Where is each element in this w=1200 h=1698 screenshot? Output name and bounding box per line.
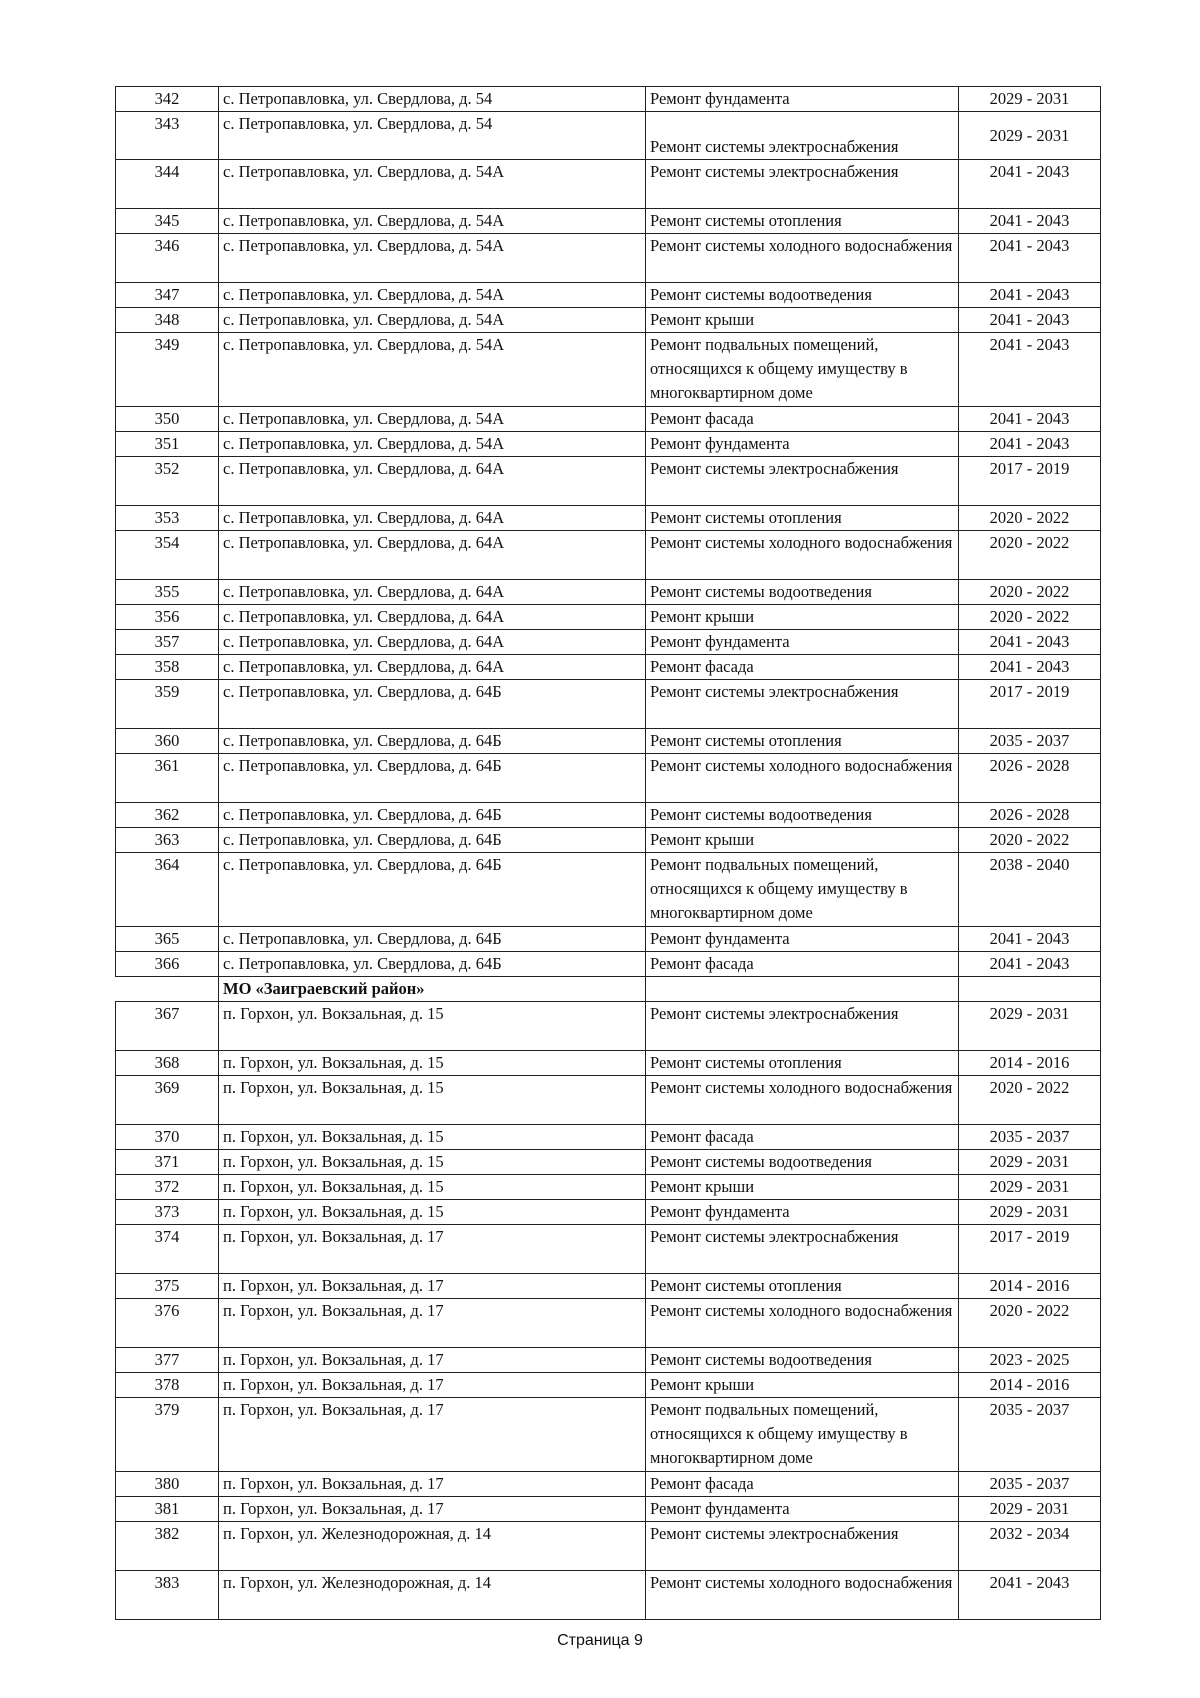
period-cell: 2017 - 2019 [959, 1225, 1101, 1274]
row-number-cell: 376 [116, 1299, 219, 1348]
period-cell: 2029 - 2031 [959, 1002, 1101, 1051]
row-number-cell: 343 [116, 112, 219, 160]
table-row [116, 87, 1101, 112]
work-type-cell: Ремонт системы холодного водоснабжения [646, 234, 959, 283]
row-number-cell: 346 [116, 234, 219, 283]
row-number-cell: 360 [116, 729, 219, 754]
work-type-cell: Ремонт фундамента [646, 87, 959, 112]
row-number-cell: 373 [116, 1200, 219, 1225]
table-row [116, 407, 1101, 432]
row-number-cell: 342 [116, 87, 219, 112]
row-number-cell: 354 [116, 531, 219, 580]
page-footer [0, 1632, 1200, 1650]
address-cell: п. Горхон, ул. Вокзальная, д. 15 [219, 1150, 646, 1175]
address-cell: с. Петропавловка, ул. Свердлова, д. 54А [219, 234, 646, 283]
row-number-cell: 382 [116, 1522, 219, 1571]
address-cell: п. Горхон, ул. Вокзальная, д. 17 [219, 1225, 646, 1274]
work-type-cell: Ремонт фасада [646, 407, 959, 432]
period-cell: 2020 - 2022 [959, 1076, 1101, 1125]
period-cell: 2026 - 2028 [959, 754, 1101, 803]
table-row [116, 432, 1101, 457]
row-number-cell: 374 [116, 1225, 219, 1274]
work-type-cell: Ремонт подвальных помещений, относящихся к общему имуществу в многоквартирном доме [646, 333, 959, 407]
work-type-cell: Ремонт фасада [646, 952, 959, 977]
period-cell: 2020 - 2022 [959, 580, 1101, 605]
table-row [116, 1348, 1101, 1373]
table-row [116, 506, 1101, 531]
table-row [116, 160, 1101, 209]
work-type-cell: Ремонт системы водоотведения [646, 803, 959, 828]
period-cell: 2032 - 2034 [959, 1522, 1101, 1571]
table-row [116, 754, 1101, 803]
work-type-cell: Ремонт системы электроснабжения [646, 457, 959, 506]
table-row [116, 1299, 1101, 1348]
row-number-cell: 366 [116, 952, 219, 977]
row-number-cell: 357 [116, 630, 219, 655]
period-cell: 2041 - 2043 [959, 333, 1101, 407]
address-cell: с. Петропавловка, ул. Свердлова, д. 64Б [219, 927, 646, 952]
section-header-row [116, 977, 1101, 1002]
work-type-cell: Ремонт системы электроснабжения [646, 1002, 959, 1051]
address-cell: с. Петропавловка, ул. Свердлова, д. 54А [219, 283, 646, 308]
address-cell: с. Петропавловка, ул. Свердлова, д. 64А [219, 605, 646, 630]
address-cell: с. Петропавловка, ул. Свердлова, д. 54 [219, 112, 646, 160]
address-cell: с. Петропавловка, ул. Свердлова, д. 54А [219, 432, 646, 457]
period-cell: 2029 - 2031 [959, 1497, 1101, 1522]
page-number-label: Страница 9 [557, 1632, 643, 1649]
work-type-cell: Ремонт системы отопления [646, 506, 959, 531]
address-cell: с. Петропавловка, ул. Свердлова, д. 64Б [219, 952, 646, 977]
work-type-cell: Ремонт крыши [646, 308, 959, 333]
period-cell: 2041 - 2043 [959, 209, 1101, 234]
row-number-cell: 347 [116, 283, 219, 308]
period-cell: 2035 - 2037 [959, 1125, 1101, 1150]
period-cell: 2035 - 2037 [959, 729, 1101, 754]
work-type-cell: Ремонт системы отопления [646, 1274, 959, 1299]
row-number-cell: 380 [116, 1472, 219, 1497]
table-row [116, 1150, 1101, 1175]
row-number-cell: 368 [116, 1051, 219, 1076]
table-row [116, 1472, 1101, 1497]
work-type-cell: Ремонт системы холодного водоснабжения [646, 1076, 959, 1125]
work-type-cell: Ремонт фундамента [646, 1497, 959, 1522]
period-cell: 2041 - 2043 [959, 160, 1101, 209]
table-row [116, 580, 1101, 605]
address-cell: с. Петропавловка, ул. Свердлова, д. 54А [219, 333, 646, 407]
address-cell: с. Петропавловка, ул. Свердлова, д. 54А [219, 308, 646, 333]
address-cell: с. Петропавловка, ул. Свердлова, д. 64Б [219, 803, 646, 828]
row-number-cell: 370 [116, 1125, 219, 1150]
work-type-cell: Ремонт фасада [646, 1125, 959, 1150]
period-cell: 2020 - 2022 [959, 828, 1101, 853]
period-cell: 2017 - 2019 [959, 680, 1101, 729]
row-number-cell: 351 [116, 432, 219, 457]
work-type-cell: Ремонт фундамента [646, 630, 959, 655]
row-number-cell: 344 [116, 160, 219, 209]
address-cell: п. Горхон, ул. Вокзальная, д. 17 [219, 1348, 646, 1373]
table-row [116, 1398, 1101, 1472]
period-cell: 2026 - 2028 [959, 803, 1101, 828]
address-cell: с. Петропавловка, ул. Свердлова, д. 64А [219, 506, 646, 531]
table-row [116, 1497, 1101, 1522]
row-number-cell: 367 [116, 1002, 219, 1051]
work-type-cell: Ремонт подвальных помещений, относящихся к общему имуществу в многоквартирном доме [646, 853, 959, 927]
work-type-cell: Ремонт системы холодного водоснабжения [646, 754, 959, 803]
table-row [116, 234, 1101, 283]
table-row [116, 1051, 1101, 1076]
address-cell: с. Петропавловка, ул. Свердлова, д. 64А [219, 457, 646, 506]
address-cell: п. Горхон, ул. Вокзальная, д. 15 [219, 1076, 646, 1125]
row-number-cell: 378 [116, 1373, 219, 1398]
work-type-cell: Ремонт фундамента [646, 432, 959, 457]
row-number-cell: 361 [116, 754, 219, 803]
period-cell: 2014 - 2016 [959, 1051, 1101, 1076]
address-cell: с. Петропавловка, ул. Свердлова, д. 64А [219, 630, 646, 655]
address-cell: п. Горхон, ул. Вокзальная, д. 17 [219, 1472, 646, 1497]
row-number-cell: 371 [116, 1150, 219, 1175]
address-cell: с. Петропавловка, ул. Свердлова, д. 64А [219, 655, 646, 680]
row-number-cell: 349 [116, 333, 219, 407]
period-cell: 2041 - 2043 [959, 283, 1101, 308]
address-cell: п. Горхон, ул. Вокзальная, д. 17 [219, 1373, 646, 1398]
period-cell: 2029 - 2031 [959, 1150, 1101, 1175]
work-type-cell: Ремонт фасада [646, 1472, 959, 1497]
period-cell: 2041 - 2043 [959, 952, 1101, 977]
address-cell: п. Горхон, ул. Вокзальная, д. 17 [219, 1299, 646, 1348]
work-type-cell: Ремонт крыши [646, 1373, 959, 1398]
repair-schedule-table [115, 86, 1101, 1620]
table-row [116, 1373, 1101, 1398]
work-type-cell: Ремонт системы электроснабжения [646, 160, 959, 209]
table-row [116, 283, 1101, 308]
period-cell: 2029 - 2031 [959, 1175, 1101, 1200]
work-type-cell: Ремонт фундамента [646, 1200, 959, 1225]
period-cell: 2023 - 2025 [959, 1348, 1101, 1373]
address-cell: с. Петропавловка, ул. Свердлова, д. 64Б [219, 853, 646, 927]
table-row [116, 655, 1101, 680]
period-cell: 2029 - 2031 [959, 112, 1101, 160]
work-type-cell: Ремонт фундамента [646, 927, 959, 952]
period-cell: 2038 - 2040 [959, 853, 1101, 927]
row-number-cell: 381 [116, 1497, 219, 1522]
address-cell: с. Петропавловка, ул. Свердлова, д. 54А [219, 209, 646, 234]
work-type-cell: Ремонт системы электроснабжения [646, 112, 959, 160]
address-cell: с. Петропавловка, ул. Свердлова, д. 54А [219, 407, 646, 432]
table-row [116, 1125, 1101, 1150]
row-number-cell: 372 [116, 1175, 219, 1200]
row-number-cell: 375 [116, 1274, 219, 1299]
table-row [116, 1274, 1101, 1299]
address-cell: п. Горхон, ул. Вокзальная, д. 15 [219, 1175, 646, 1200]
work-type-cell: Ремонт подвальных помещений, относящихся к общему имуществу в многоквартирном доме [646, 1398, 959, 1472]
section-number-cell [116, 977, 219, 1002]
address-cell: с. Петропавловка, ул. Свердлова, д. 64Б [219, 754, 646, 803]
table-row [116, 1571, 1101, 1620]
period-cell: 2041 - 2043 [959, 407, 1101, 432]
period-cell: 2041 - 2043 [959, 432, 1101, 457]
row-number-cell: 369 [116, 1076, 219, 1125]
table-row [116, 803, 1101, 828]
period-cell: 2014 - 2016 [959, 1274, 1101, 1299]
work-type-cell: Ремонт системы водоотведения [646, 1150, 959, 1175]
table-row [116, 927, 1101, 952]
address-cell: п. Горхон, ул. Вокзальная, д. 15 [219, 1125, 646, 1150]
table-row [116, 531, 1101, 580]
row-number-cell: 359 [116, 680, 219, 729]
row-number-cell: 364 [116, 853, 219, 927]
row-number-cell: 377 [116, 1348, 219, 1373]
table-row [116, 333, 1101, 407]
table-row [116, 1076, 1101, 1125]
section-period-cell [959, 977, 1101, 1002]
row-number-cell: 353 [116, 506, 219, 531]
work-type-cell: Ремонт крыши [646, 605, 959, 630]
table-row [116, 1200, 1101, 1225]
table-row [116, 1002, 1101, 1051]
row-number-cell: 348 [116, 308, 219, 333]
address-cell: п. Горхон, ул. Вокзальная, д. 15 [219, 1200, 646, 1225]
row-number-cell: 358 [116, 655, 219, 680]
work-type-cell: Ремонт системы электроснабжения [646, 1522, 959, 1571]
table-row [116, 680, 1101, 729]
period-cell: 2041 - 2043 [959, 234, 1101, 283]
table-row [116, 209, 1101, 234]
work-type-cell: Ремонт системы водоотведения [646, 1348, 959, 1373]
row-number-cell: 355 [116, 580, 219, 605]
work-type-cell: Ремонт системы отопления [646, 1051, 959, 1076]
work-type-cell: Ремонт системы электроснабжения [646, 680, 959, 729]
address-cell: п. Горхон, ул. Вокзальная, д. 15 [219, 1002, 646, 1051]
period-cell: 2041 - 2043 [959, 1571, 1101, 1620]
address-cell: с. Петропавловка, ул. Свердлова, д. 54 [219, 87, 646, 112]
period-cell: 2020 - 2022 [959, 531, 1101, 580]
work-type-cell: Ремонт системы электроснабжения [646, 1225, 959, 1274]
work-type-cell: Ремонт крыши [646, 828, 959, 853]
address-cell: п. Горхон, ул. Вокзальная, д. 17 [219, 1398, 646, 1472]
row-number-cell: 365 [116, 927, 219, 952]
work-type-cell: Ремонт системы холодного водоснабжения [646, 1299, 959, 1348]
table-row [116, 112, 1101, 160]
row-number-cell: 345 [116, 209, 219, 234]
address-cell: с. Петропавловка, ул. Свердлова, д. 64А [219, 531, 646, 580]
work-type-cell: Ремонт фасада [646, 655, 959, 680]
period-cell: 2035 - 2037 [959, 1398, 1101, 1472]
period-cell: 2020 - 2022 [959, 605, 1101, 630]
table-row [116, 605, 1101, 630]
work-type-cell: Ремонт системы водоотведения [646, 580, 959, 605]
address-cell: с. Петропавловка, ул. Свердлова, д. 54А [219, 160, 646, 209]
period-cell: 2020 - 2022 [959, 1299, 1101, 1348]
section-work-cell [646, 977, 959, 1002]
period-cell: 2020 - 2022 [959, 506, 1101, 531]
address-cell: п. Горхон, ул. Железнодорожная, д. 14 [219, 1522, 646, 1571]
period-cell: 2035 - 2037 [959, 1472, 1101, 1497]
table-row [116, 853, 1101, 927]
work-type-cell: Ремонт крыши [646, 1175, 959, 1200]
period-cell: 2041 - 2043 [959, 630, 1101, 655]
period-cell: 2014 - 2016 [959, 1373, 1101, 1398]
period-cell: 2041 - 2043 [959, 308, 1101, 333]
address-cell: п. Горхон, ул. Вокзальная, д. 15 [219, 1051, 646, 1076]
address-cell: п. Горхон, ул. Вокзальная, д. 17 [219, 1497, 646, 1522]
period-cell: 2017 - 2019 [959, 457, 1101, 506]
address-cell: с. Петропавловка, ул. Свердлова, д. 64Б [219, 828, 646, 853]
table-row [116, 1225, 1101, 1274]
address-cell: с. Петропавловка, ул. Свердлова, д. 64Б [219, 729, 646, 754]
row-number-cell: 383 [116, 1571, 219, 1620]
work-type-cell: Ремонт системы отопления [646, 729, 959, 754]
section-title: МО «Заиграевский район» [219, 977, 646, 1002]
row-number-cell: 350 [116, 407, 219, 432]
work-type-cell: Ремонт системы отопления [646, 209, 959, 234]
address-cell: п. Горхон, ул. Вокзальная, д. 17 [219, 1274, 646, 1299]
row-number-cell: 356 [116, 605, 219, 630]
table-row [116, 308, 1101, 333]
table-row [116, 828, 1101, 853]
work-type-cell: Ремонт системы водоотведения [646, 283, 959, 308]
table-row [116, 952, 1101, 977]
table-row [116, 729, 1101, 754]
period-cell: 2041 - 2043 [959, 655, 1101, 680]
address-cell: с. Петропавловка, ул. Свердлова, д. 64Б [219, 680, 646, 729]
row-number-cell: 363 [116, 828, 219, 853]
table-body [116, 87, 1101, 1620]
table-row [116, 630, 1101, 655]
table-row [116, 1175, 1101, 1200]
period-cell: 2029 - 2031 [959, 87, 1101, 112]
address-cell: с. Петропавловка, ул. Свердлова, д. 64А [219, 580, 646, 605]
row-number-cell: 379 [116, 1398, 219, 1472]
table-row [116, 457, 1101, 506]
period-cell: 2041 - 2043 [959, 927, 1101, 952]
work-type-cell: Ремонт системы холодного водоснабжения [646, 1571, 959, 1620]
table-row [116, 1522, 1101, 1571]
work-type-cell: Ремонт системы холодного водоснабжения [646, 531, 959, 580]
row-number-cell: 352 [116, 457, 219, 506]
address-cell: п. Горхон, ул. Железнодорожная, д. 14 [219, 1571, 646, 1620]
row-number-cell: 362 [116, 803, 219, 828]
period-cell: 2029 - 2031 [959, 1200, 1101, 1225]
